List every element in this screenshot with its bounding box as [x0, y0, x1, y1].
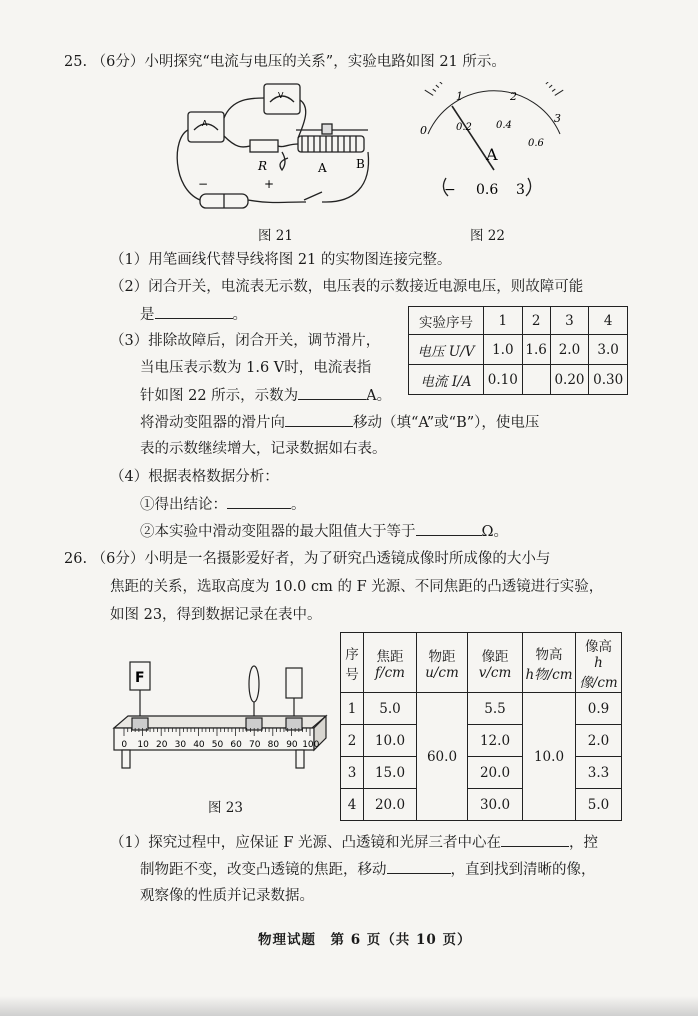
q26-data-table [340, 632, 622, 821]
q25-th-2: 2 [522, 307, 550, 335]
q25-row-current-label: 电流 I/A [409, 365, 484, 395]
fig21-minus-label: − [198, 177, 209, 191]
q25-cell: 0.30 [589, 365, 628, 395]
light-screen [286, 668, 302, 698]
q26-cell-index: 3 [341, 757, 364, 789]
ruler-tick-label: 10 [137, 740, 149, 750]
ruler-tick-label: 20 [156, 740, 168, 750]
q26-cell-image-height: 0.9 [576, 693, 622, 725]
dial-tick [552, 89, 555, 91]
dial-bottom-2: 0.4 [496, 120, 512, 131]
q26-cell-index: 1 [341, 693, 364, 725]
q26-cell-image-height: 2.0 [576, 725, 622, 757]
ammeter-label: A [202, 119, 208, 128]
ruler-tick-label: 60 [230, 740, 242, 750]
switch [302, 192, 326, 202]
fig23-caption: 图 23 [208, 800, 243, 816]
q26-th-focal: 焦距 f/cm [364, 633, 417, 693]
dial-tick [549, 85, 552, 88]
ruler-tick-label: 90 [286, 740, 298, 750]
q25-p4b: ②本实验中滑动变阻器的最大阻值大于等于 Ω。 [140, 521, 508, 542]
q26-p1c: 观察像的性质并记录数据。 [140, 888, 314, 904]
q26-cell-focal: 20.0 [364, 789, 417, 821]
fig21-a-label: A [318, 161, 327, 175]
resistor [250, 140, 278, 152]
fig21-circuit-diagram [172, 78, 382, 218]
answer-blank-resistance[interactable] [416, 521, 482, 536]
q26-th-object-height: 物高 h物/cm [523, 633, 576, 693]
q25-cell: 2.0 [550, 335, 589, 365]
q26-p1a: （1）探究过程中，应保证 F 光源、凸透镜和光屏三者中心在 ，控 [110, 832, 598, 853]
dial-tick [546, 82, 549, 84]
q25-cell: 1.6 [522, 335, 550, 365]
q26-l2: 焦距的关系，选取高度为 10.0 cm 的 F 光源、不同焦距的凸透镜进行实验， [110, 579, 604, 595]
fig21-b-label: B [356, 157, 365, 171]
dial-tick [439, 82, 442, 84]
dial-bottom-3: 0.6 [528, 138, 544, 149]
q26-th-image-height: 像高 h像/cm [576, 633, 622, 693]
ruler-tick-label: 40 [193, 740, 205, 750]
dial-top-2: 2 [510, 90, 517, 103]
q26-th-index: 序 号 [341, 633, 364, 693]
q25-th-3: 3 [550, 307, 589, 335]
q25-p2a: （2）闭合开关，电流表无示数，电压表的示数接近电源电压，则故障可能 [110, 279, 584, 295]
answer-blank-same-height[interactable] [501, 832, 569, 847]
dial-tick [555, 90, 563, 95]
ruler-tick-label: 30 [174, 740, 187, 750]
fig23-optical-bench [100, 656, 332, 778]
dial-tick [433, 89, 436, 91]
dial-tick [436, 85, 439, 88]
q25-p3e: 表的示数继续增大，记录数据如右表。 [140, 441, 387, 457]
q25-cell: 1.0 [484, 335, 523, 365]
ruler-tick-label: 70 [249, 740, 261, 750]
fig21-r-label: R [258, 159, 268, 173]
answer-blank-move[interactable] [387, 859, 451, 874]
q26-cell-object-height: 10.0 [523, 693, 576, 821]
q25-p3b: 当电压表示数为 1.6 V时，电流表指 [140, 360, 372, 376]
dial-bottom-1: 0.2 [456, 122, 472, 133]
voltmeter-label: V [278, 91, 284, 100]
fig21-plus-label: + [264, 177, 275, 191]
q25-th-1: 1 [484, 307, 523, 335]
q25-p2b: 是 。 [140, 304, 247, 325]
q25-row-voltage-label: 电压 U/V [409, 335, 484, 365]
q26-p1b: 制物距不变，改变凸透镜的焦距，移动 ，直到找到清晰的像， [140, 859, 596, 880]
q26-cell-object-distance: 60.0 [417, 693, 468, 821]
page-footer: 物理试题 第 6 页（共 10 页） [258, 932, 472, 948]
dial-terminal-3: 3 [516, 182, 525, 198]
q25-p1: （1）用笔画线代替导线将图 21 的实物图连接完整。 [110, 252, 452, 268]
q25-p4: （4）根据表格数据分析： [110, 469, 279, 485]
q25-th-index: 实验序号 [409, 307, 484, 335]
q26-cell-image-distance: 30.0 [468, 789, 523, 821]
q25-th-4: 4 [589, 307, 628, 335]
q26-th-image-distance: 像距 v/cm [468, 633, 523, 693]
convex-lens [249, 666, 259, 702]
q26-cell-image-distance: 5.5 [468, 693, 523, 725]
fig21-caption: 图 21 [258, 228, 293, 244]
f-source-letter: F [135, 670, 145, 686]
dial-terminal-06: 0.6 [476, 182, 499, 198]
fig22-caption: 图 22 [470, 228, 505, 244]
q25-cell: 0.10 [484, 365, 523, 395]
dial-unit: A [486, 145, 498, 164]
q25-p3d: 将滑动变阻器的滑片向 移动（填“A”或“B”），使电压 [140, 412, 539, 433]
ruler-tick-label: 100 [302, 740, 320, 750]
q26-cell-index: 4 [341, 789, 364, 821]
ruler-tick-label: 0 [121, 740, 128, 750]
q26-cell-focal: 15.0 [364, 757, 417, 789]
fig22-ammeter-dial [402, 82, 582, 202]
q25-cell: 0.20 [550, 365, 589, 395]
scan-bottom-edge [0, 996, 698, 1016]
q25-header: 25. （6分）小明探究“电流与电压的关系”，实验电路如图 21 所示。 [64, 54, 506, 70]
q26-l3: 如图 23，得到数据记录在表中。 [110, 607, 322, 623]
answer-blank-current[interactable] [298, 385, 366, 400]
dial-tick [425, 90, 433, 95]
ruler-tick-label: 50 [211, 740, 224, 750]
q25-p4a: ①得出结论： 。 [140, 494, 306, 515]
q26-l1: 26. （6分）小明是一名摄影爱好者，为了研究凸透镜成像时所成像的大小与 [64, 551, 551, 567]
dial-top-3: 3 [554, 112, 561, 125]
q26-cell-image-distance: 12.0 [468, 725, 523, 757]
dial-top-1: 1 [456, 90, 463, 103]
q25-cell: 3.0 [589, 335, 628, 365]
q26-cell-index: 2 [341, 725, 364, 757]
q26-cell-image-height: 3.3 [576, 757, 622, 789]
q25-p3c: 针如图 22 所示，示数为 A。 [140, 385, 391, 406]
answer-blank-fault[interactable] [155, 304, 233, 319]
q25-cell-blank[interactable] [522, 365, 550, 395]
dial-terminal-minus: − [444, 182, 456, 198]
q26-cell-focal: 5.0 [364, 693, 417, 725]
q26-cell-focal: 10.0 [364, 725, 417, 757]
q26-cell-image-distance: 20.0 [468, 757, 523, 789]
dial-zero: 0 [420, 124, 427, 137]
q26-cell-image-height: 5.0 [576, 789, 622, 821]
q26-th-object-distance: 物距 u/cm [417, 633, 468, 693]
q25-data-table [408, 306, 628, 395]
dial-arc [428, 91, 560, 134]
ruler-tick-label: 80 [267, 740, 280, 750]
answer-blank-direction[interactable] [285, 412, 353, 427]
answer-blank-conclusion[interactable] [227, 494, 291, 509]
q25-p3a: （3）排除故障后，闭合开关，调节滑片， [110, 333, 381, 349]
